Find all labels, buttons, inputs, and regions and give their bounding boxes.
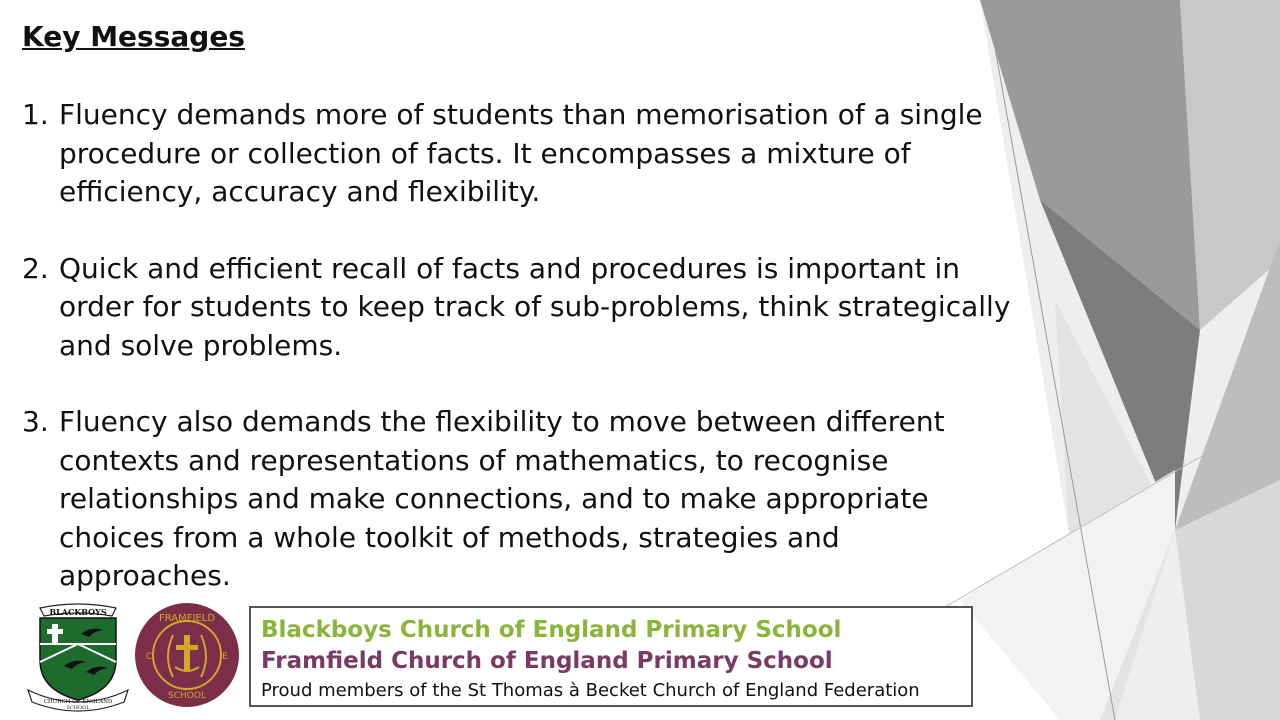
message-text: Fluency also demands the flexibility to move between different contexts and representations of mathematics, to recognise relationships and make connections, and to make appropriate choices from a whole toolkit of methods, strategies and approaches. <box>59 405 945 592</box>
key-messages-list <box>22 96 1012 634</box>
list-number: 1. <box>22 98 49 131</box>
school-name-framfield: Framfield Church of England Primary School <box>261 648 833 674</box>
svg-text:FRAMFIELD: FRAMFIELD <box>158 613 216 624</box>
key-message-1 <box>22 96 1012 212</box>
svg-text:E: E <box>222 652 228 662</box>
key-message-3 <box>22 403 1012 596</box>
svg-text:BLACKBOYS: BLACKBOYS <box>49 607 107 617</box>
svg-text:SCHOOL: SCHOOL <box>168 691 206 701</box>
framfield-school-badge-icon <box>133 601 241 709</box>
school-name-blackboys: Blackboys Church of England Primary School <box>261 617 842 643</box>
school-federation-box <box>249 606 973 707</box>
svg-text:SCHOOL: SCHOOL <box>66 705 90 711</box>
svg-text:CHURCH OF ENGLAND: CHURCH OF ENGLAND <box>43 699 113 705</box>
key-message-2 <box>22 250 1012 366</box>
list-number: 2. <box>22 251 49 285</box>
list-number: 3. <box>22 405 49 438</box>
slide-heading: Key Messages <box>22 20 245 53</box>
federation-tagline: Proud members of the St Thomas à Becket Church of England Federation <box>261 680 920 701</box>
svg-text:C: C <box>145 652 153 662</box>
message-text: Quick and efficient recall of facts and procedures is important in order for students to keep track of sub-problems, think strategically and solve problems. <box>59 251 1011 362</box>
message-text: Fluency demands more of students than memorisation of a single procedure or collection of facts. It encompasses a mixture of efficiency, accuracy and flexibility. <box>59 98 983 208</box>
blackboys-school-crest-icon <box>26 602 130 712</box>
